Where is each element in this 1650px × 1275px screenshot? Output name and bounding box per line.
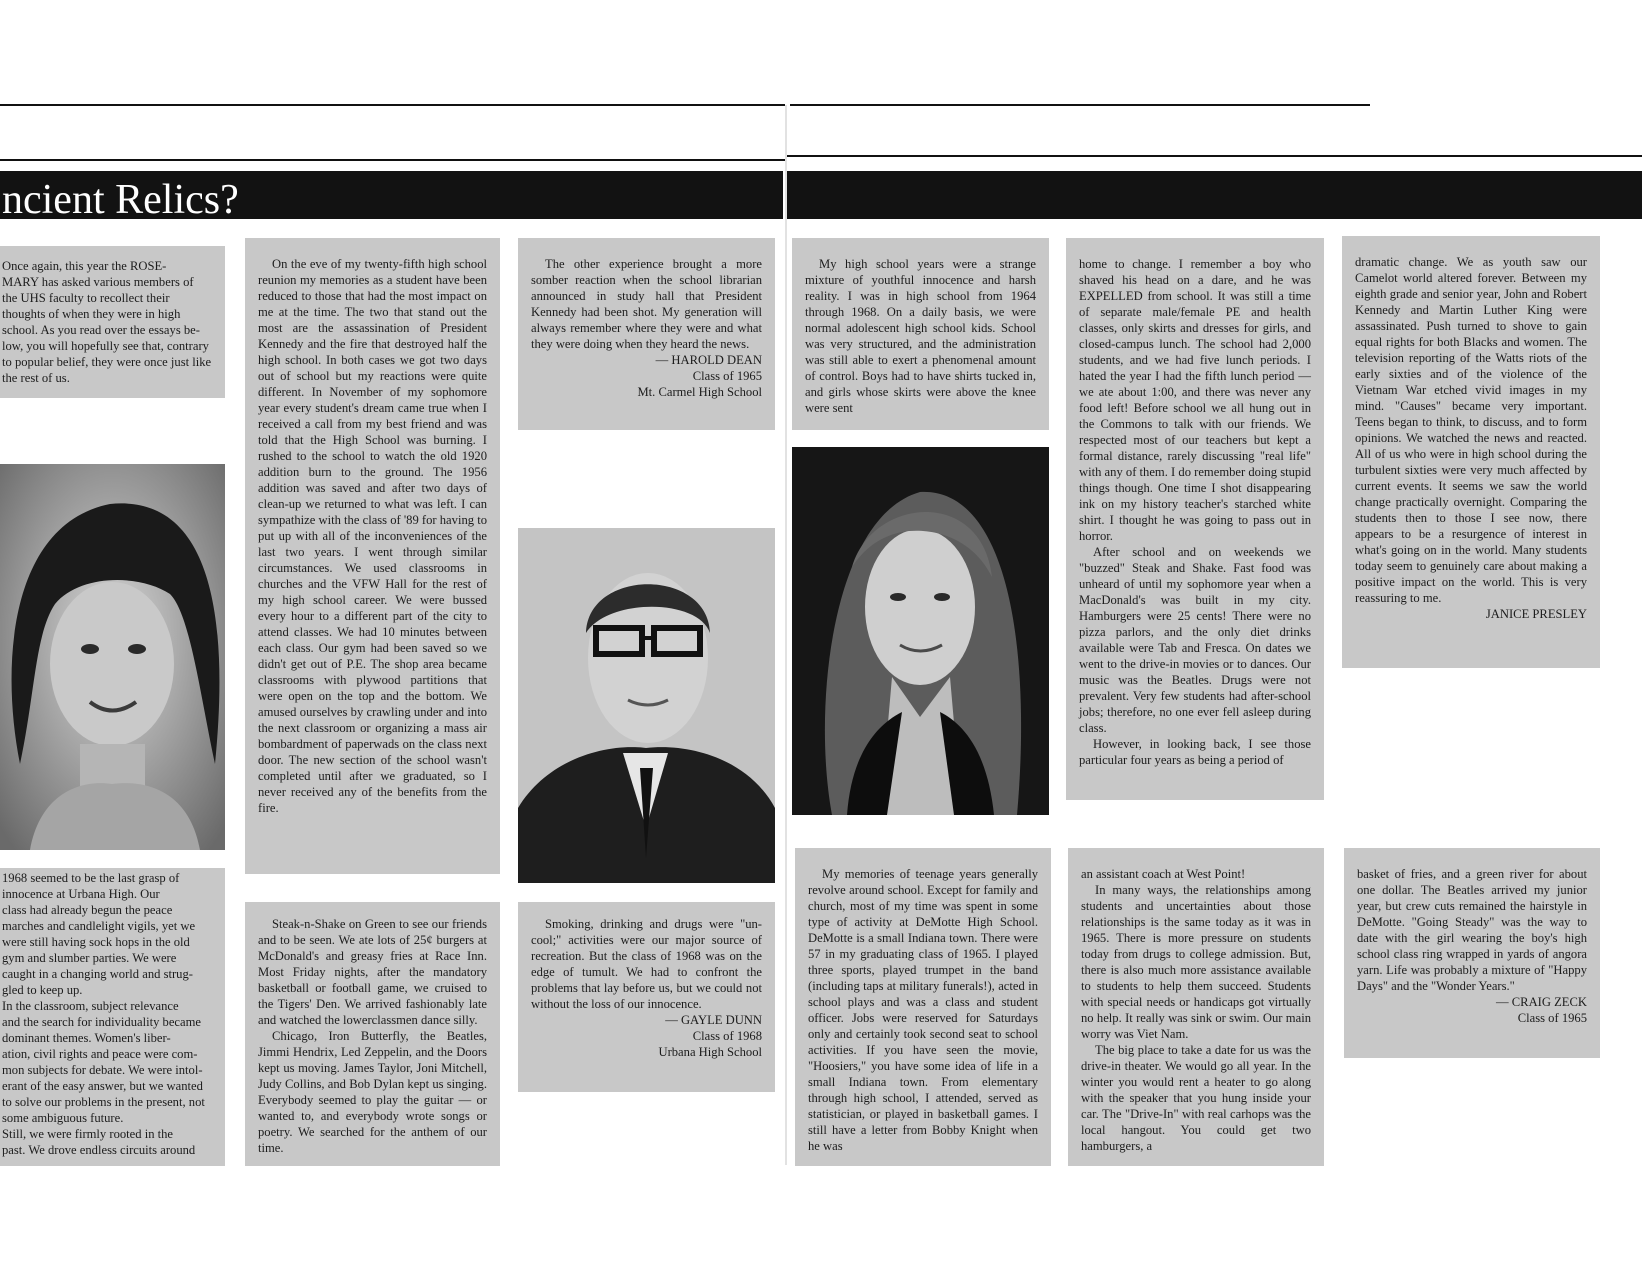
essay-1-author: — HAROLD DEAN bbox=[655, 353, 762, 367]
intro-box bbox=[0, 246, 225, 398]
essay-2-line: gled to keep up. bbox=[2, 983, 83, 997]
essay-3-text-c: After school and on weekends we "buzzed" Steak and Shake. Fast food was unheard of until my sophomore year when a MacDonald's was built in my city. Hamburgers were 25 cents! There were no pizza parlors, and the only diet drinks available were Tab and Fresca. On dates we went to the drive-in movies or to dances. Our music was the Beatles. Drugs were not prevalent. Very few students had after-school jobs; therefore, no one ever fell asleep during class. bbox=[1079, 545, 1311, 735]
portrait-woman-short-hair-photo bbox=[0, 464, 225, 850]
page-gutter bbox=[785, 105, 787, 1165]
essay-2-text-a: Steak-n-Shake on Green to see our friends and to be seen. We ate lots of 25¢ burgers at McDonald's and greasy fries at Race Inn. Most Friday nights, after the mandatory basketball or football game, we cruised to the Tigers' Den. We arrived fashionably late and watched the lowerclassmen dance silly. bbox=[258, 917, 487, 1027]
essay-2-line: marches and candlelight vigils, yet we bbox=[2, 919, 196, 933]
header-bar-right bbox=[787, 171, 1642, 219]
essay-3-text-e: dramatic change. We as youth saw our Camelot world altered forever. Between my eighth grade and senior year, John and Robert Kennedy and Martin Luther King were assassinated. Push turned to shove to gain equal rights for both Blacks and women. The television reporting of the Watts riots of the early sixties and of the violence of the Vietnam War etched vivid images in my mind. "Causes" became very important. Teens began to think, to discuss, and to form opinions. We watched the news and reacted. All of us who were in high school during the turbulent sixties were very much affected by current events. It seems we saw the world change practically overnight. Comparing the students then to those I see now, there appears to be a resurgence of interest in what's going on in the world. Many students today seem to genuinely care about making a positive impact on the world. This is very reassuring to me. bbox=[1355, 255, 1587, 605]
essay-2-line: erant of the easy answer, but we wanted bbox=[2, 1079, 203, 1093]
essay-2-line: 1968 seemed to be the last grasp of bbox=[2, 871, 180, 885]
essay-2-line: innocence at Urbana High. Our bbox=[2, 887, 160, 901]
essay-3-text-d: However, in looking back, I see those particular four years as being a period of bbox=[1079, 737, 1311, 767]
top-rule-right bbox=[790, 104, 1370, 106]
essay-3-author: JANICE PRESLEY bbox=[1485, 607, 1587, 621]
top-rule-left bbox=[0, 104, 785, 106]
essay-4-text-d: The big place to take a date for us was the drive-in theater. We would go all year. In the winter you would rent a heater to go along with the speaker that you hung inside your car. The "Drive-In" with real carhops was the local hangout. You could get two hamburgers, a bbox=[1081, 1043, 1311, 1153]
essay-3-column-a bbox=[792, 238, 1049, 430]
intro-line: to popular belief, they were once just like bbox=[2, 355, 212, 369]
essay-4-text-a: My memories of teenage years generally revolve around school. Except for family and church, most of my time was spent in some type of activity at DeMotte High School. DeMotte is a small Indiana town. There were 57 in my graduating class of 1965. I played three sports, played trumpet in the band (including taps at military funerals!), acted in school plays and was a class and student officer. Jobs were reserved for Saturdays only and certainly took second seat to school activities. If you have seen the movie, "Hoosiers," you have some idea of life in a small Indiana town. From elementary through high school, I attended, served as statistician, or played in basketball games. I still have a letter from Bobby Knight when he was bbox=[808, 867, 1038, 1153]
essay-1-continuation-text: The other experience brought a more somber reaction when the school librarian announced in study hall that President Kennedy had been shot. My generation will always remember where they were and what they were doing when they heard the news. bbox=[531, 257, 762, 351]
essay-2-class-year: Class of 1968 bbox=[692, 1029, 762, 1043]
essay-4-text-c: In many ways, the relationships among students and uncertainties about those relationships is the same today as it was in 1965. There is more pressure on students today from drugs to college admission. But, there is also much more assistance available to students to help them succeed. Students with special needs or handicaps got virtually no help. It really was sink or swim. Our main worry was Viet Nam. bbox=[1081, 883, 1311, 1041]
essay-1-column bbox=[245, 238, 500, 874]
header-rule-left bbox=[0, 159, 785, 161]
essay-2-line: class had already begun the peace bbox=[2, 903, 173, 917]
intro-line: Once again, this year the ROSE- bbox=[2, 259, 167, 273]
intro-line: MARY has asked various members of bbox=[2, 275, 194, 289]
essay-2-line: gym and slumber parties. We were bbox=[2, 951, 177, 965]
page-title: ncient Relics? bbox=[2, 177, 239, 223]
essay-2-line: some ambiguous future. bbox=[2, 1111, 124, 1125]
essay-4-text-e: basket of fries, and a green river for about one dollar. The Beatles arrived my junior year, but crew cuts remained the hairstyle in DeMotte. "Going Steady" was the way to date with the girl wearing the boy's high school class ring wrapped in yards of angora yarn. Life was probably a mixture of "Happy Days" and the "Wonder Years." bbox=[1357, 867, 1587, 993]
essay-1-school: Mt. Carmel High School bbox=[637, 385, 762, 399]
intro-line: school. As you read over the essays be- bbox=[2, 323, 200, 337]
essay-1-text: On the eve of my twenty-fifth high school reunion my memories as a student have been reduced to those that had the most impact on me at the time. The two that stand out the most are the assassination of President Kennedy and the fire that destroyed half the high school. In both cases we got two days out of school but my reactions were quite different. In November of my sophomore year every student's dream came true when I received a call from my best friend and was told that the High School was burning. I rushed to the school to watch the old 1920 addition burn to the ground. The 1956 addition was saved and after two days of clean-up we returned to what was left. I can sympathize with the class of '89 for having to put up with all of the inconveniences of the last two years. I went through similar circumstances. We used classrooms in churches and the VFW Hall for the rest of my high school career. We were bussed every hour to a different part of the city to attend classes. We had 10 minutes between each class. Our gym had been saved so we didn't get out of P.E. The shop area became classrooms with plywood partitions that were open on the top and the bottom. We amused ourselves by crawling under and into the next classroom or organizing a mass air bombardment of paperwads on the class next door. The new section of the school wasn't completed until after we graduated, so I never received any of the benefits from the fire. bbox=[258, 257, 487, 815]
essay-2-line: were still having sock hops in the old bbox=[2, 935, 190, 949]
intro-line: the UHS faculty to recollect their bbox=[2, 291, 170, 305]
portrait-man-glasses-photo bbox=[518, 528, 775, 883]
essay-2-line: and the search for individuality became bbox=[2, 1015, 201, 1029]
essay-2-school: Urbana High School bbox=[658, 1045, 762, 1059]
essay-3-text-b: home to change. I remember a boy who shaved his head on a dare, and he was EXPELLED from school. It was still a time of separate male/female PE and health classes, only skirts and dresses for girls, and closed-campus lunch. The school had 2,000 students, and we had five lunch periods. I hated the year I had the fifth lunch period — we ate about 1:00, and there was never any food left! Before school we all hung out in the Commons to talk with our friends. We respected most of our teachers but kept a formal distance, rarely discussing "real life" with any of them. I do remember doing stupid things though. One time I shot disappearing ink on my history teacher's starched white shirt. I thought he was going to pass out in horror. bbox=[1079, 257, 1311, 543]
essay-2-line: past. We drove endless circuits around bbox=[2, 1143, 196, 1157]
essay-4-author: — CRAIG ZECK bbox=[1496, 995, 1587, 1009]
essay-2-line: Still, we were firmly rooted in the bbox=[2, 1127, 174, 1141]
essay-2-line: dominant themes. Women's liber- bbox=[2, 1031, 171, 1045]
essay-2-line: ation, civil rights and peace were com- bbox=[2, 1047, 198, 1061]
essay-2-line: mon subjects for debate. We were intol- bbox=[2, 1063, 203, 1077]
essay-2-continuation bbox=[518, 902, 775, 1092]
essay-1-continuation bbox=[518, 238, 775, 430]
essay-2-continuation-text: Smoking, drinking and drugs were "un-cool;" activities were our major source of recreation. But the class of 1968 was on the edge of tumult. We had to confront the problems that lay before us, but we could not without the loss of our innocence. bbox=[531, 917, 762, 1011]
essay-3-text-a: My high school years were a strange mixture of youthful innocence and harsh reality. I was in high school from 1964 through 1968. On a daily basis, we were normal adolescent high school kids. School was very structured, and the administration was still able to exert a phenomenal amount of control. Boys had to have shirts tucked in, and girls whose skirts were above the knee were sent bbox=[805, 257, 1036, 415]
essay-2-author: — GAYLE DUNN bbox=[665, 1013, 762, 1027]
portrait-woman-long-hair-photo bbox=[792, 447, 1049, 815]
essay-4-class-year: Class of 1965 bbox=[1517, 1011, 1587, 1025]
essay-4-column-b bbox=[1068, 848, 1324, 1166]
essay-2-line: In the classroom, subject relevance bbox=[2, 999, 179, 1013]
essay-2-column-b bbox=[245, 902, 500, 1166]
essay-2-line: caught in a changing world and strug- bbox=[2, 967, 193, 981]
essay-4-column-c bbox=[1344, 848, 1600, 1058]
intro-line: low, you will hopefully see that, contrary bbox=[2, 339, 209, 353]
essay-4-text-b: an assistant coach at West Point! bbox=[1081, 867, 1246, 881]
header-rule-right bbox=[787, 155, 1642, 157]
essay-1-class-year: Class of 1965 bbox=[692, 369, 762, 383]
essay-3-column-c bbox=[1342, 236, 1600, 668]
intro-line: thoughts of when they were in high bbox=[2, 307, 181, 321]
essay-2-column-a bbox=[0, 868, 225, 1166]
essay-2-text-b: Chicago, Iron Butterfly, the Beatles, Jimmi Hendrix, Led Zeppelin, and the Doors kept us moving. James Taylor, Joni Mitchell, Judy Collins, and Bob Dylan kept us singing. Everybody seemed to play the guitar — or wanted to, and everybody wrote songs or poetry. We searched for the anthem of our time. bbox=[258, 1029, 487, 1155]
intro-line: the rest of us. bbox=[2, 371, 70, 385]
essay-3-column-b bbox=[1066, 238, 1324, 800]
essay-4-column-a bbox=[795, 848, 1051, 1166]
essay-2-line: to solve our problems in the present, not bbox=[2, 1095, 205, 1109]
